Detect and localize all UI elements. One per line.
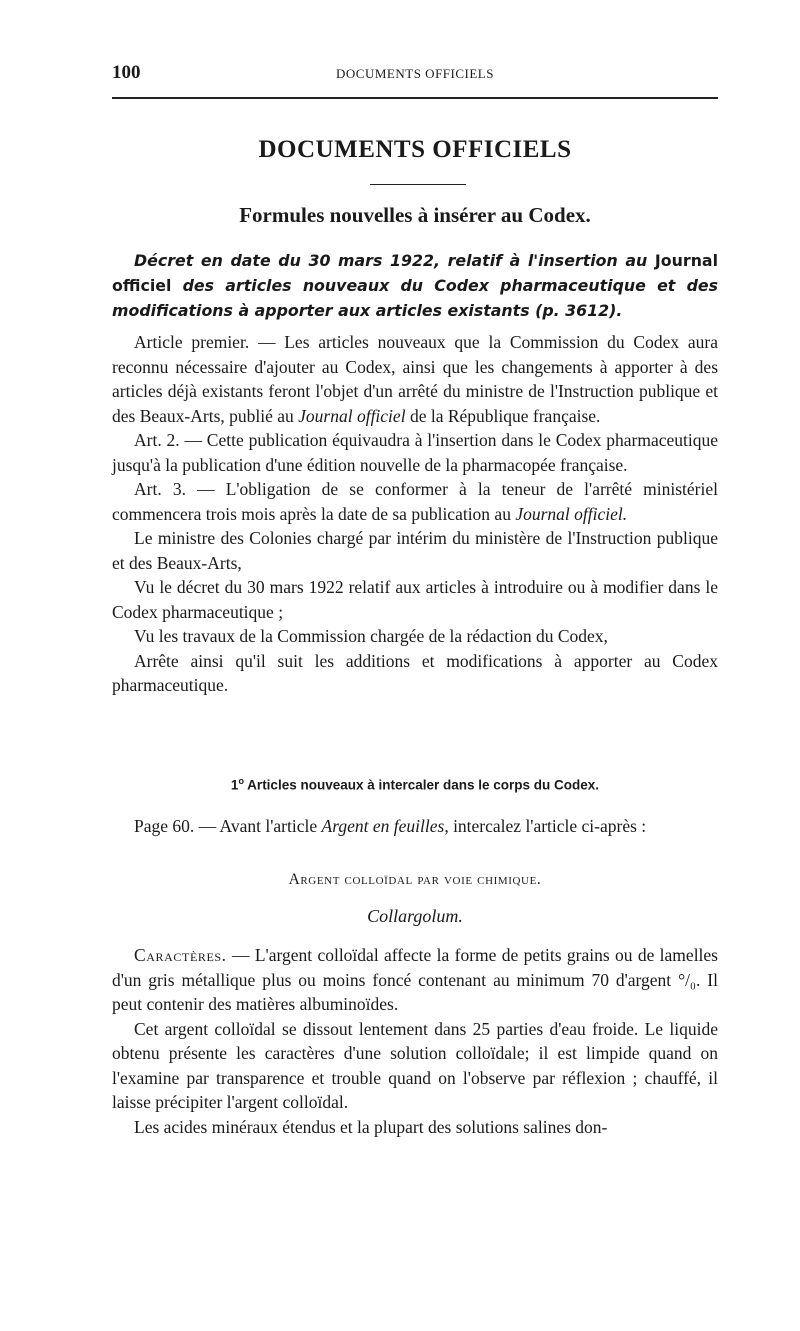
section-ordinal: o xyxy=(238,776,244,786)
page-number: 100 xyxy=(112,62,141,83)
section-heading xyxy=(112,776,718,793)
decree-journal-name: Journal officiel xyxy=(112,251,719,295)
page-reference-end: , intercalez l'article ci-après : xyxy=(444,816,647,836)
section-number: 1 xyxy=(230,777,239,793)
article-3-journal: Journal officiel. xyxy=(515,503,628,524)
entry-description xyxy=(112,943,718,1139)
section-heading-text: Articles nouveaux à intercaler dans le corps du Codex. xyxy=(243,777,600,793)
article-1-end: de la République française. xyxy=(405,405,601,426)
page-reference-text: Page 60. — Avant l'article xyxy=(134,816,322,836)
article-3-text: Art. 3. — L'obligation de se conformer à la teneur de l'arrêté ministériel commencera trois mois après la date de sa publication au xyxy=(112,479,718,524)
caracteres-text: — L'argent colloïdal affecte la forme de petits grains ou de lamelles d'un gris métallique plus ou moins foncé contenant au minimum 70 d'argent °/₀. Il peut contenir des matières albuminoïdes. xyxy=(112,945,718,1014)
section-subtitle: Formules nouvelles à insérer au Codex. xyxy=(239,203,591,227)
decree-heading xyxy=(112,248,718,323)
caracteres-paragraph xyxy=(112,943,718,1017)
vu-decret-paragraph: Vu le décret du 30 mars 1922 relatif aux articles à introduire ou à modifier dans le Codex pharmaceutique ; xyxy=(112,577,718,622)
title-rule xyxy=(370,184,466,185)
decree-text-2: des articles nouveaux du Codex pharmaceutique et des modifications à apporter aux articles existants (p. 3612). xyxy=(112,276,718,320)
arrete-paragraph: Arrête ainsi qu'il suit les additions et modifications à apporter au Codex pharmaceutique. xyxy=(112,650,718,695)
articles-block xyxy=(112,330,718,698)
minister-paragraph: Le ministre des Colonies chargé par intérim du ministère de l'Instruction publique et des Beaux-Arts, xyxy=(112,528,718,573)
page-header xyxy=(112,62,718,88)
article-3 xyxy=(112,477,718,526)
running-head: DOCUMENTS OFFICIELS xyxy=(336,66,494,81)
page-reference-article: Argent en feuilles xyxy=(321,816,445,836)
entry-name: Argent colloïdal par voie chimique. xyxy=(288,871,542,888)
header-rule xyxy=(112,97,718,99)
page-title: DOCUMENTS OFFICIELS xyxy=(258,136,572,163)
acides-paragraph: Les acides minéraux étendus et la plupart des solutions salines don- xyxy=(134,1116,608,1137)
article-1-journal: Journal officiel xyxy=(298,405,406,426)
article-1-text: Article premier. — Les articles nouveaux que la Commission du Codex aura reconnu nécessaire d'ajouter au Codex, ainsi que les changements à apporter à des articles déjà existants feront l'objet d'un arrêté du ministre de l'Instruction publique et des Beaux-Arts, publié au xyxy=(112,332,718,426)
caracteres-label: Caractères. xyxy=(134,945,227,965)
article-1 xyxy=(112,330,718,428)
dissolution-paragraph: Cet argent colloïdal se dissout lentement dans 25 parties d'eau froide. Le liquide obtenu présente les caractères d'une solution colloïdale; il est limpide quand on l'examine par transparence et trouble quand on l'observe par réflexion ; chauffé, il laisse précipiter l'argent colloïdal. xyxy=(112,1018,718,1112)
page-reference xyxy=(112,814,718,839)
decree-text-1: Décret en date du 30 mars 1922, relatif à l'insertion au xyxy=(134,251,648,270)
article-2: Art. 2. — Cette publication équivaudra à l'insertion dans le Codex pharmaceutique jusqu'à la publication d'une édition nouvelle de la pharmacopée française. xyxy=(112,430,718,475)
entry-latin-name: Collargolum. xyxy=(367,906,463,926)
vu-travaux-paragraph: Vu les travaux de la Commission chargée de la rédaction du Codex, xyxy=(134,626,608,646)
page-reference-block xyxy=(112,814,718,839)
